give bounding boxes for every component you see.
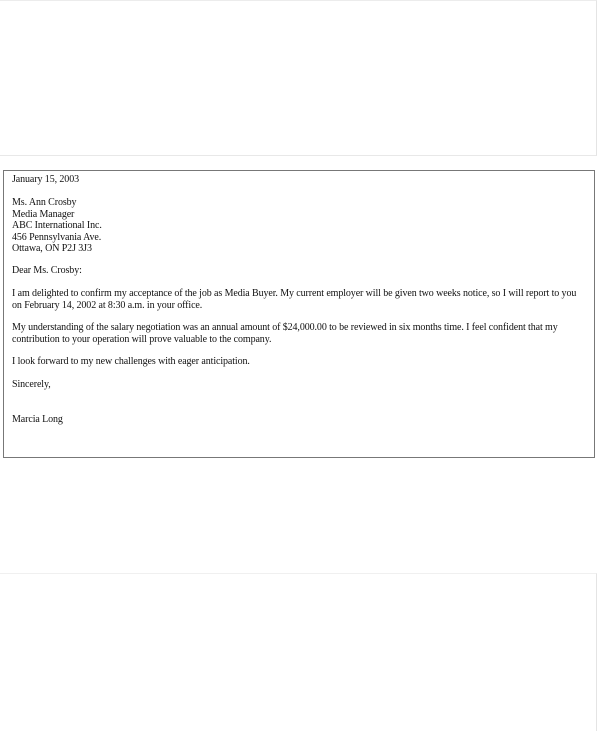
signature: Marcia Long [12,414,63,425]
recipient-city: Ottawa, ON P2J 3J3 [12,243,92,254]
next-page [0,573,597,731]
recipient-street: 456 Pennsylvania Ave. [12,231,102,243]
recipient-title: Media Manager [12,208,75,220]
recipient-company: ABC International Inc. [12,220,102,231]
paragraph-1-line-2: on February 14, 2002 at 8:30 a.m. in your office. [12,299,203,311]
paragraph-2-line-2: contribution to your operation will prove valuable to the company. [12,333,272,345]
closing: Sincerely, [12,379,51,390]
letter-date: January 15, 2003 [12,174,79,185]
salutation: Dear Ms. Crosby: [12,265,82,276]
paragraph-1-line-1: I am delighted to confirm my acceptance of the job as Media Buyer. My current employer will be given two weeks notice, so I will report to you [12,288,577,299]
recipient-name: Ms. Ann Crosby [12,197,77,208]
paragraph-2-line-1: My understanding of the salary negotiation was an annual amount of $24,000.00 to be reviewed in six months time. I feel confident that my [12,322,558,333]
previous-page [0,0,597,156]
letter-body [3,170,595,458]
paragraph-3: I look forward to my new challenges with eager anticipation. [12,356,250,367]
